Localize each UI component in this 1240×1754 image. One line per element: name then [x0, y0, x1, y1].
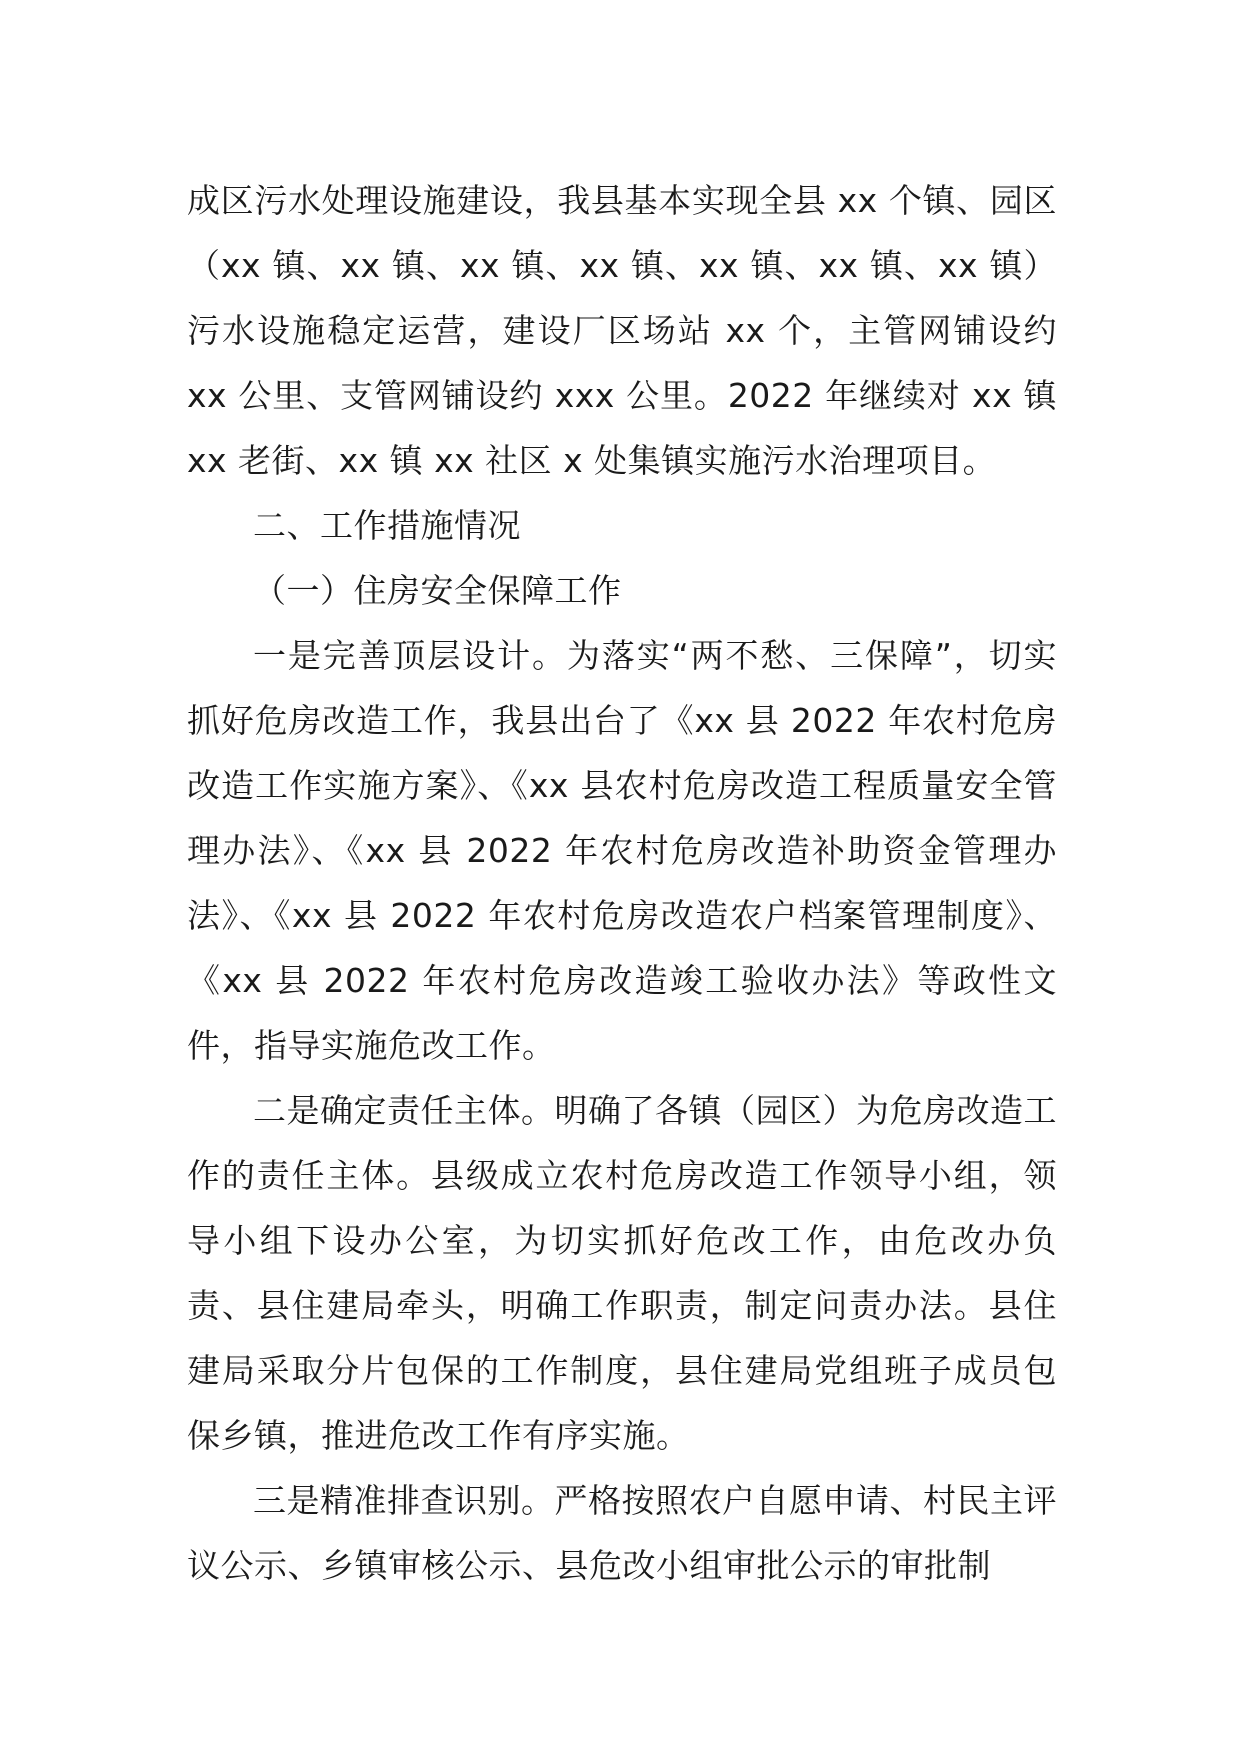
document-body — [187, 168, 1057, 1598]
paragraph-top-level-design: 一是完善顶层设计。为落实“两不愁、三保障”，切实抓好危房改造工作，我县出台了《xx 县 2022 年农村危房改造工作实施方案》、《xx 县农村危房改造工程质量安全管理办法》、《xx 县 2022 年农村危房改造补助资金管理办法》、《xx 县 2022 年农村危房改造农户档案管理制度》、《xx 县 2022 年农村危房改造竣工验收办法》等政性文件，指导实施危改工作。 — [187, 636, 1057, 1065]
subsection-heading-housing-safety: （一）住房安全保障工作 — [253, 571, 622, 610]
section-heading-work-measures: 二、工作措施情况 — [253, 506, 521, 545]
paragraph-responsibility: 二是确定责任主体。明确了各镇（园区）为危房改造工作的责任主体。县级成立农村危房改造工作领导小组，领导小组下设办公室，为切实抓好危改工作，由危改办负责、县住建局牵头，明确工作职责，制定问责办法。县住建局采取分片包保的工作制度，县住建局党组班子成员包保乡镇，推进危改工作有序实施。 — [187, 1091, 1057, 1455]
paragraph-screening: 三是精准排查识别。严格按照农户自愿申请、村民主评议公示、乡镇审核公示、县危改小组审批公示的审批制 — [187, 1481, 1057, 1585]
paragraph-sewage-construction: 成区污水处理设施建设，我县基本实现全县 xx 个镇、园区（xx 镇、xx 镇、xx 镇、xx 镇、xx 镇、xx 镇、xx 镇）污水设施稳定运营，建设厂区场站 xx 个，主管网铺设约 xx 公里、支管网铺设约 xxx 公里。2022 年继续对 xx 镇 xx 老街、xx 镇 xx 社区 x 处集镇实施污水治理项目。 — [187, 181, 1057, 480]
